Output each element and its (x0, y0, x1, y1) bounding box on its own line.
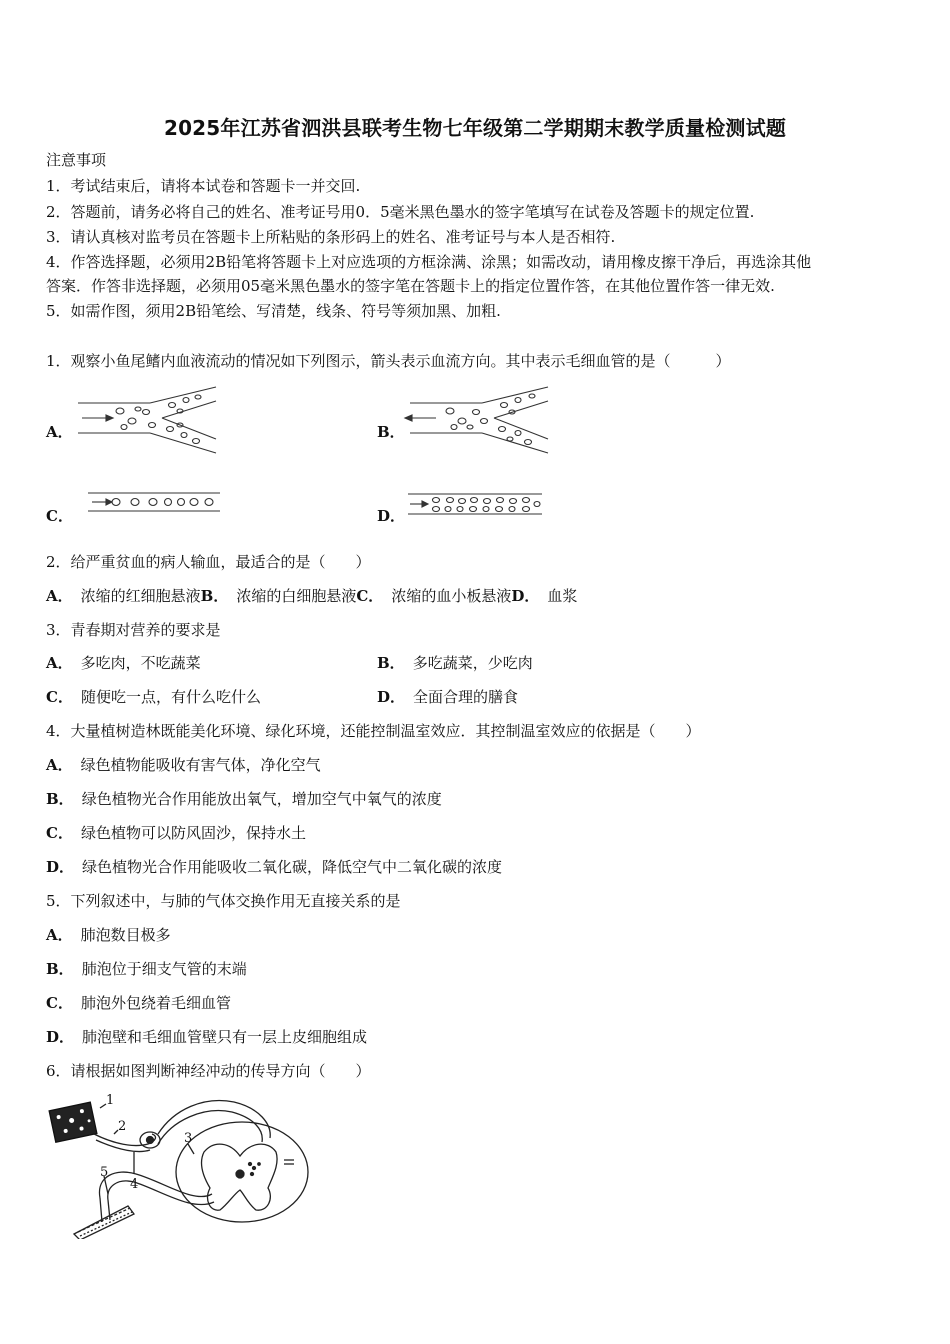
q2-options-row (46, 586, 577, 606)
option-label: D． (377, 688, 406, 706)
option-label: C． (46, 688, 73, 706)
q4-option-a[interactable] (46, 755, 321, 775)
reflex-arc-figure (44, 1094, 314, 1239)
notice-heading: 注意事项 (46, 151, 107, 169)
option-text: 肺泡位于细支气管的末端 (81, 960, 247, 978)
option-label: A． (46, 926, 73, 944)
effector-muscle (74, 1198, 134, 1239)
q4-option-b[interactable] (46, 789, 442, 809)
q1-figure-c (86, 491, 226, 515)
q3-option-a[interactable] (46, 653, 201, 673)
figure-label-4: 4 (130, 1177, 139, 1192)
notice-line: 1．考试结束后，请将本试卷和答题卡一并交回. (46, 177, 361, 195)
option-label: D． (46, 858, 75, 876)
q5-option-a[interactable] (46, 925, 171, 945)
option-label: C． (356, 587, 384, 605)
option-text: 浓缩的白细胞悬液 (236, 587, 357, 605)
q5-option-d[interactable] (46, 1027, 367, 1047)
q2-option-a[interactable] (46, 587, 201, 605)
q3-option-c[interactable] (46, 687, 261, 707)
option-label: B． (46, 790, 74, 808)
option-label: C． (46, 824, 73, 842)
q3-option-d[interactable] (377, 687, 518, 707)
page-title: 2025年江苏省泗洪县联考生物七年级第二学期期末教学质量检测试题 (163, 116, 787, 140)
option-text: 肺泡外包绕着毛细血管 (80, 994, 231, 1012)
question-3-stem: 3．青春期对营养的要求是 (46, 621, 221, 639)
question-5-stem: 5．下列叙述中，与肺的气体交换作用无直接关系的是 (46, 892, 401, 910)
notice-line: 4．作答选择题，必须用2B铅笔将答题卡上对应选项的方框涂满、涂黑；如需改动，请用橡皮擦干净后，再选涂其他 (46, 253, 812, 271)
notice-line: 5．如需作图，须用2B铅笔绘、写清楚，线条、符号等须加黑、加粗. (46, 302, 501, 320)
figure-label-1: 1 (106, 1094, 115, 1108)
option-label: B． (377, 654, 405, 672)
option-label: B． (377, 423, 405, 441)
question-2-stem: 2．给严重贫血的病人输血，最适合的是（ ） (46, 553, 371, 571)
option-text: 绿色植物可以防风固沙，保持水土 (80, 824, 306, 842)
option-text: 多吃肉，不吃蔬菜 (80, 654, 201, 672)
figure-label-5: 5 (100, 1165, 109, 1180)
question-1-stem: 1．观察小鱼尾鳍内血液流动的情况如下列图示，箭头表示血流方向。其中表示毛细血管的是（ ） (46, 352, 731, 370)
option-text: 多吃蔬菜，少吃肉 (412, 654, 533, 672)
option-label: B． (200, 587, 229, 605)
q4-option-d[interactable] (46, 857, 502, 877)
q3-option-b[interactable] (377, 653, 533, 673)
option-text: 浓缩的红细胞悬液 (80, 587, 201, 605)
q1-figure-b (400, 385, 555, 455)
notice-line: 3．请认真核对监考员在答题卡上所粘贴的条形码上的姓名、准考证号与本人是否相符. (46, 228, 616, 246)
option-label: B． (46, 960, 74, 978)
option-label: C． (46, 994, 73, 1012)
notice-line: 答案．作答非选择题，必须用05毫米黑色墨水的签字笔在答题卡上的指定位置作答，在其他位置作答一律无效. (46, 277, 775, 295)
q1-figure-d (406, 491, 546, 517)
q1-option-c-label[interactable] (46, 506, 81, 526)
option-label: A． (46, 423, 73, 441)
option-text: 肺泡数目极多 (80, 926, 171, 944)
option-label: C． (46, 507, 73, 525)
figure-label-3: 3 (184, 1131, 193, 1146)
q4-option-c[interactable] (46, 823, 306, 843)
option-text: 血浆 (547, 587, 578, 605)
option-label: D． (46, 1028, 75, 1046)
notice-line: 2．答题前，请务必将自己的姓名、准考证号用0．5毫米黑色墨水的签字笔填写在试卷及答题卡的规定位置. (46, 203, 755, 221)
option-text: 绿色植物光合作用能吸收二氧化碳，降低空气中二氧化碳的浓度 (82, 858, 503, 876)
option-text: 全面合理的膳食 (413, 688, 519, 706)
q2-option-c[interactable] (356, 587, 511, 605)
option-label: A． (46, 654, 73, 672)
option-text: 浓缩的血小板悬液 (391, 587, 512, 605)
figure-label-2: 2 (118, 1119, 127, 1134)
option-text: 绿色植物光合作用能放出氧气，增加空气中氧气的浓度 (81, 790, 442, 808)
question-4-stem: 4．大量植树造林既能美化环境、绿化环境，还能控制温室效应．其控制温室效应的依据是（ ） (46, 722, 701, 740)
option-label: A． (46, 587, 73, 605)
question-6-stem: 6．请根据如图判断神经冲动的传导方向（ ） (46, 1062, 371, 1080)
receptor-skin (49, 1102, 97, 1142)
option-label: A． (46, 756, 73, 774)
q1-figure-a (68, 385, 223, 455)
q5-option-b[interactable] (46, 959, 247, 979)
option-text: 绿色植物能吸收有害气体，净化空气 (80, 756, 321, 774)
option-text: 随便吃一点，有什么吃什么 (80, 688, 261, 706)
q2-option-b[interactable] (201, 587, 357, 605)
option-label: D． (511, 587, 540, 605)
q2-option-d[interactable] (511, 587, 577, 605)
q5-option-c[interactable] (46, 993, 231, 1013)
option-text: 肺泡壁和毛细血管壁只有一层上皮细胞组成 (82, 1028, 368, 1046)
option-label: D． (377, 507, 406, 525)
